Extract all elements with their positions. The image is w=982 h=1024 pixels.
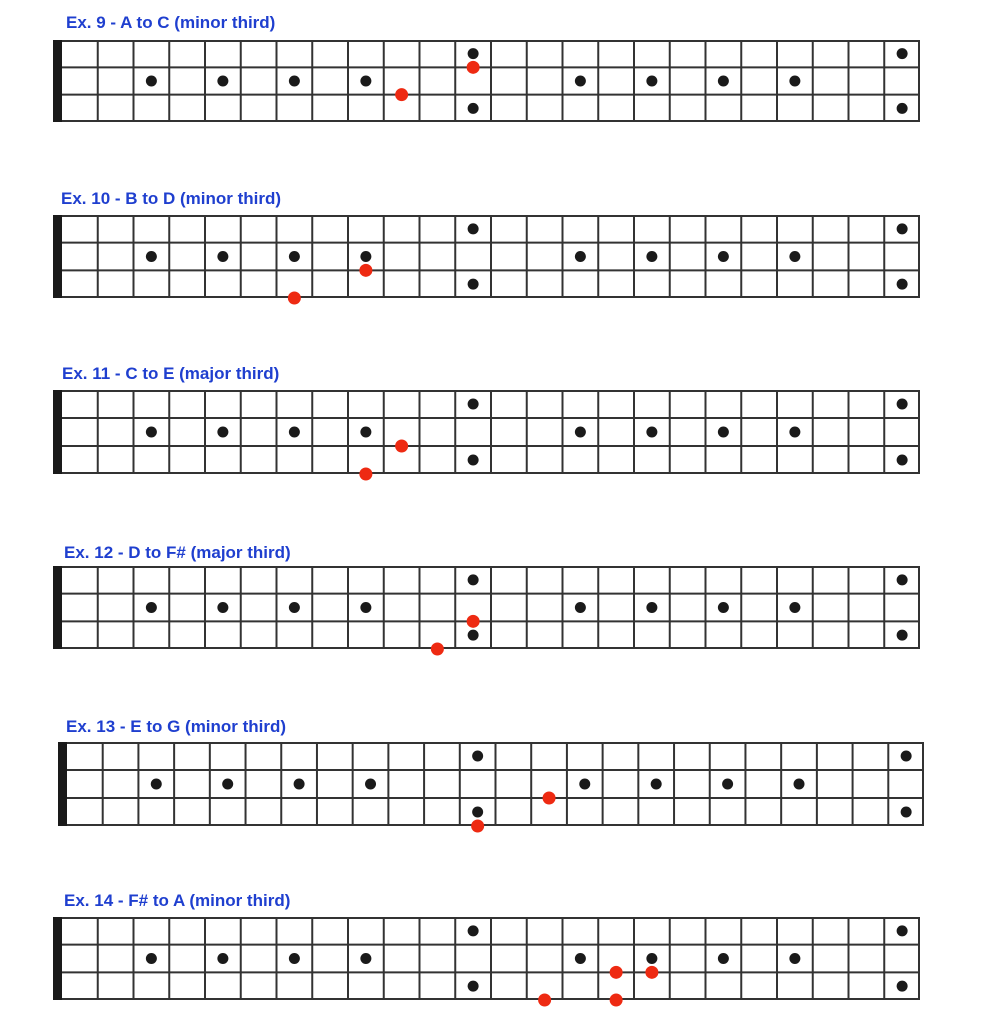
fret-marker-icon — [294, 779, 305, 790]
fret-marker-icon — [646, 427, 657, 438]
note-dot-icon — [288, 292, 301, 305]
example-title: Ex. 9 - A to C (minor third) — [66, 13, 276, 32]
fretboard — [53, 917, 920, 1000]
example-title: Ex. 12 - D to F# (major third) — [64, 543, 291, 562]
note-dot-icon — [471, 820, 484, 833]
example-title: Ex. 10 - B to D (minor third) — [61, 189, 282, 208]
fret-marker-icon — [146, 76, 157, 87]
fret-marker-icon — [289, 251, 300, 262]
example-title: Ex. 13 - E to G (minor third) — [66, 717, 287, 736]
fret-marker-icon — [789, 251, 800, 262]
fret-marker-icon — [718, 76, 729, 87]
fret-marker-icon — [897, 399, 908, 410]
fret-marker-icon — [365, 779, 376, 790]
fret-marker-icon — [789, 602, 800, 613]
fretboard — [58, 742, 924, 826]
fret-marker-icon — [897, 925, 908, 936]
fret-marker-icon — [789, 953, 800, 964]
fret-marker-icon — [468, 103, 479, 114]
fret-marker-icon — [468, 925, 479, 936]
fret-marker-icon — [146, 602, 157, 613]
fret-marker-icon — [468, 630, 479, 641]
fret-marker-icon — [718, 602, 729, 613]
fret-marker-icon — [468, 455, 479, 466]
fret-marker-icon — [897, 103, 908, 114]
fret-marker-icon — [901, 751, 912, 762]
fret-marker-icon — [146, 427, 157, 438]
fret-marker-icon — [575, 953, 586, 964]
fret-marker-icon — [360, 602, 371, 613]
example-title: Ex. 14 - F# to A (minor third) — [64, 891, 291, 910]
nut — [53, 566, 62, 649]
fret-marker-icon — [360, 427, 371, 438]
nut — [58, 742, 67, 826]
nut — [53, 390, 62, 474]
nut — [53, 215, 62, 298]
fret-marker-icon — [575, 76, 586, 87]
note-dot-icon — [543, 792, 556, 805]
fret-marker-icon — [217, 602, 228, 613]
fret-marker-icon — [468, 981, 479, 992]
fret-marker-icon — [151, 779, 162, 790]
note-dot-icon — [610, 966, 623, 979]
fret-marker-icon — [289, 76, 300, 87]
fret-marker-icon — [146, 953, 157, 964]
fret-marker-icon — [651, 779, 662, 790]
note-dot-icon — [395, 88, 408, 101]
fret-marker-icon — [222, 779, 233, 790]
fret-marker-icon — [789, 76, 800, 87]
fret-marker-icon — [217, 953, 228, 964]
fret-marker-icon — [360, 953, 371, 964]
fret-marker-icon — [646, 76, 657, 87]
fret-marker-icon — [468, 279, 479, 290]
fretboard — [53, 566, 920, 649]
fret-marker-icon — [646, 602, 657, 613]
fret-marker-icon — [794, 779, 805, 790]
fret-marker-icon — [718, 953, 729, 964]
fret-marker-icon — [646, 953, 657, 964]
fret-marker-icon — [897, 630, 908, 641]
note-dot-icon — [645, 966, 658, 979]
fret-marker-icon — [575, 251, 586, 262]
fret-marker-icon — [146, 251, 157, 262]
fret-marker-icon — [901, 807, 912, 818]
fret-marker-icon — [468, 48, 479, 59]
fret-marker-icon — [897, 981, 908, 992]
note-dot-icon — [395, 440, 408, 453]
note-dot-icon — [610, 994, 623, 1007]
fret-marker-icon — [722, 779, 733, 790]
fretboard — [53, 390, 920, 474]
fret-marker-icon — [468, 399, 479, 410]
fret-marker-icon — [468, 223, 479, 234]
fret-marker-icon — [897, 455, 908, 466]
note-dot-icon — [359, 264, 372, 277]
fret-marker-icon — [472, 751, 483, 762]
note-dot-icon — [538, 994, 551, 1007]
fret-marker-icon — [897, 279, 908, 290]
fret-marker-icon — [217, 76, 228, 87]
fret-marker-icon — [217, 251, 228, 262]
fret-marker-icon — [575, 427, 586, 438]
fret-marker-icon — [646, 251, 657, 262]
fret-marker-icon — [472, 807, 483, 818]
fret-marker-icon — [289, 602, 300, 613]
fretboard — [53, 215, 920, 298]
fret-marker-icon — [718, 427, 729, 438]
note-dot-icon — [467, 615, 480, 628]
note-dot-icon — [431, 643, 444, 656]
nut — [53, 917, 62, 1000]
note-dot-icon — [467, 61, 480, 74]
fretboard — [53, 40, 920, 122]
fret-marker-icon — [360, 76, 371, 87]
fret-marker-icon — [360, 251, 371, 262]
fret-marker-icon — [789, 427, 800, 438]
fret-marker-icon — [289, 427, 300, 438]
fret-marker-icon — [897, 223, 908, 234]
fret-marker-icon — [575, 602, 586, 613]
nut — [53, 40, 62, 122]
fret-marker-icon — [897, 574, 908, 585]
fret-marker-icon — [897, 48, 908, 59]
fret-marker-icon — [289, 953, 300, 964]
fret-marker-icon — [468, 574, 479, 585]
fret-marker-icon — [718, 251, 729, 262]
example-title: Ex. 11 - C to E (major third) — [62, 364, 280, 383]
fret-marker-icon — [579, 779, 590, 790]
note-dot-icon — [359, 468, 372, 481]
fret-marker-icon — [217, 427, 228, 438]
